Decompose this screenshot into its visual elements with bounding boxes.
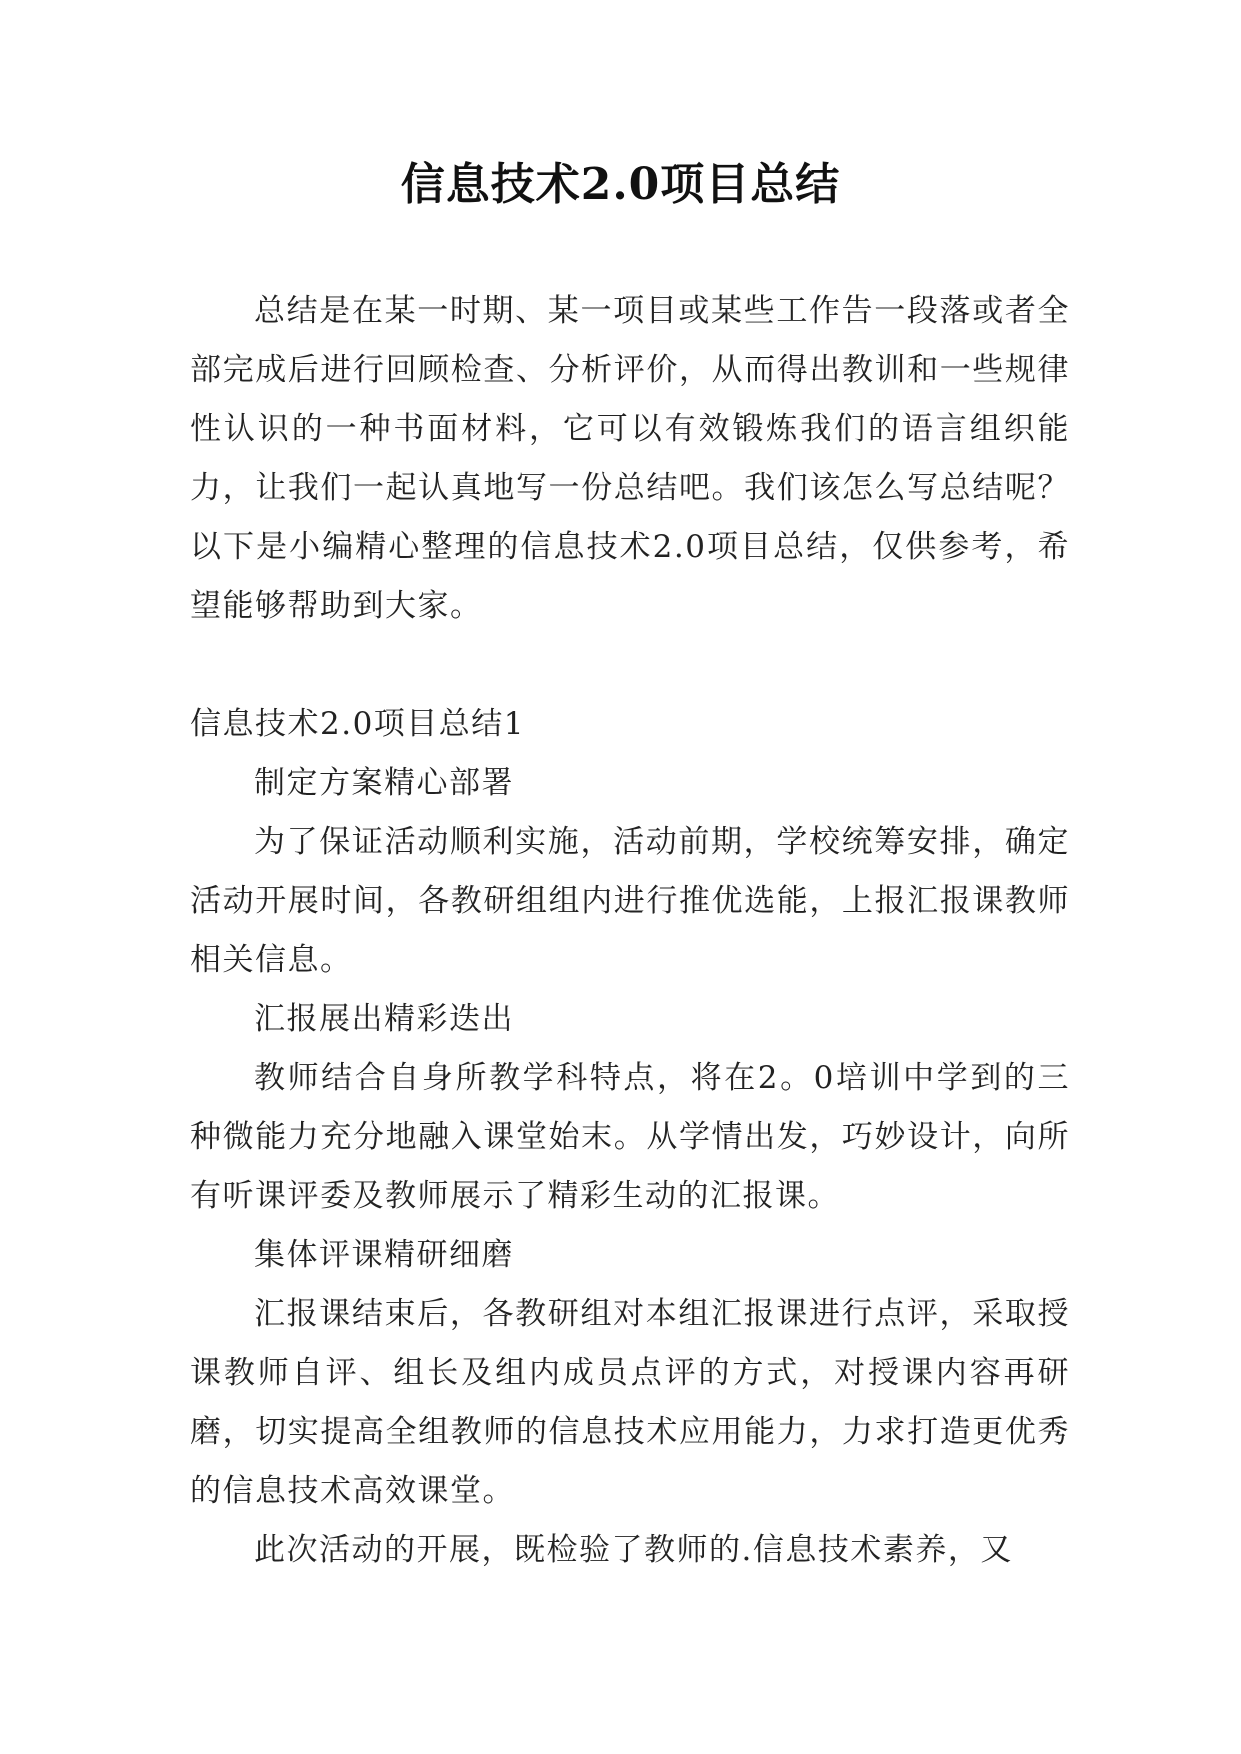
paragraph-plan: 为了保证活动顺利实施，活动前期，学校统筹安排，确定活动开展时间，各教研组组内进行推优选能，上报汇报课教师相关信息。 <box>190 824 1070 978</box>
subheading-plan: 制定方案精心部署 <box>254 765 514 801</box>
document-title: 信息技术2.0项目总结 <box>400 159 841 210</box>
section-heading: 信息技术2.0项目总结1 <box>190 706 526 742</box>
paragraph-showcase: 教师结合自身所教学科特点，将在2。0培训中学到的三种微能力充分地融入课堂始末。从学情出发，巧妙设计，向所有听课评委及教师展示了精彩生动的汇报课。 <box>190 1060 1070 1214</box>
subheading-review: 集体评课精研细磨 <box>254 1237 514 1273</box>
document-body <box>190 282 1070 1580</box>
intro-paragraph: 总结是在某一时期、某一项目或某些工作告一段落或者全部完成后进行回顾检查、分析评价，从而得出教训和一些规律性认识的一种书面材料，它可以有效锻炼我们的语言组织能力，让我们一起认真地写一份总结吧。我们该怎么写总结呢？以下是小编精心整理的信息技术2.0项目总结，仅供参考，希望能够帮助到大家。 <box>190 293 1070 624</box>
paragraph-conclusion: 此次活动的开展，既检验了教师的.信息技术素养，又 <box>254 1532 1013 1568</box>
paragraph-review: 汇报课结束后，各教研组对本组汇报课进行点评，采取授课教师自评、组长及组内成员点评的方式，对授课内容再研磨，切实提高全组教师的信息技术应用能力，力求打造更优秀的信息技术高效课堂。 <box>190 1296 1070 1509</box>
subheading-showcase: 汇报展出精彩迭出 <box>254 1001 514 1037</box>
